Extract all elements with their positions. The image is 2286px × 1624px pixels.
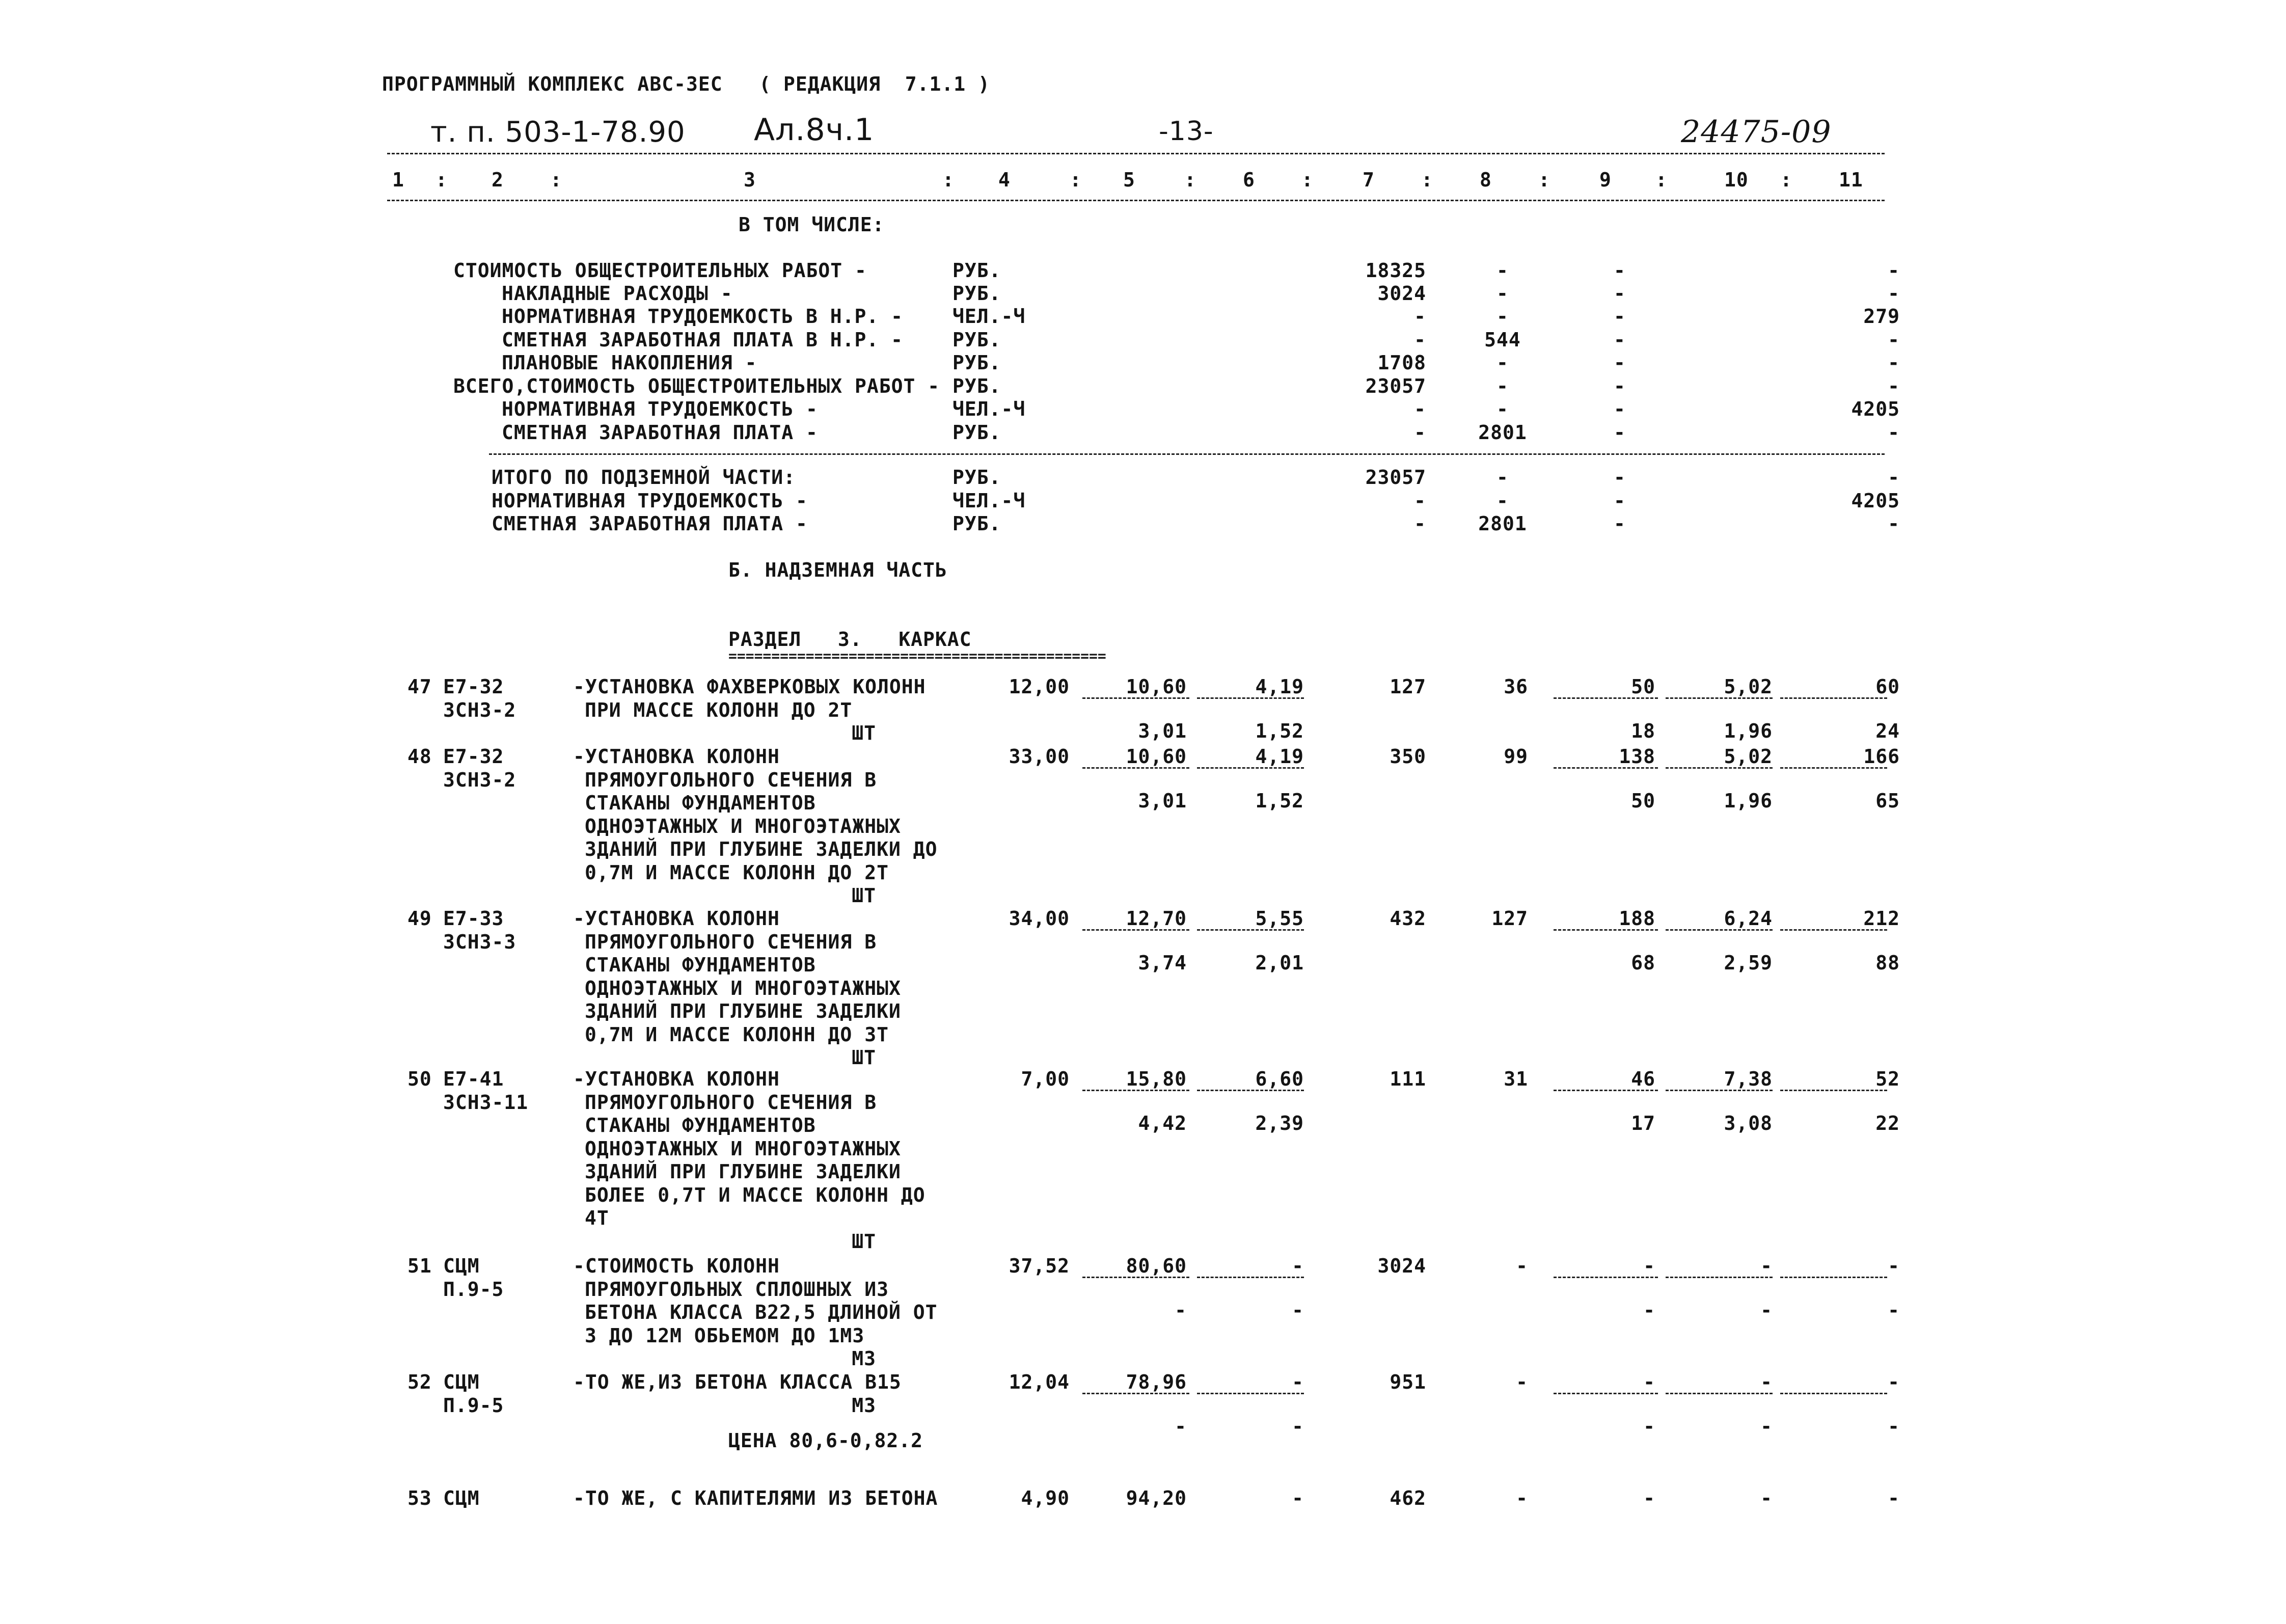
summary-row-col9: - [1614, 305, 1626, 328]
item-col11: - [1888, 1487, 1900, 1509]
item-col7: 350 [1390, 745, 1426, 768]
item-col5: 15,80 [1126, 1068, 1187, 1090]
item-sub-col6: - [1292, 1299, 1304, 1321]
item-description-line: -УСТАНОВКА ФАХВЕРКОВЫХ КОЛОНН [573, 675, 926, 698]
item-description-line: БОЛЕЕ 0,7Т И МАССЕ КОЛОНН ДО [585, 1183, 926, 1206]
item-description-line: ПРЯМОУГОЛЬНОГО СЕЧЕНИЯ В [585, 768, 877, 791]
total-row-unit: РУБ. [953, 466, 1001, 489]
document-code: 24475-09 [1681, 114, 1832, 150]
item-col8: - [1516, 1487, 1528, 1509]
item-description-line: ОДНОЭТАЖНЫХ И МНОГОЭТАЖНЫХ [585, 1137, 901, 1160]
column-number: 9 [1599, 169, 1612, 191]
column-number: 8 [1480, 169, 1492, 191]
item-sub-col6: 1,52 [1255, 790, 1304, 812]
item-separator [1197, 1277, 1304, 1278]
summary-row-col11: 4205 [1851, 398, 1900, 420]
item-sub-col11: - [1888, 1299, 1900, 1321]
summary-row-col11: - [1888, 375, 1900, 397]
total-row-label: СМЕТНАЯ ЗАРАБОТНАЯ ПЛАТА - [492, 512, 808, 535]
column-number: 7 [1363, 169, 1375, 191]
summary-row-col11: - [1888, 329, 1900, 351]
item-unit: ШТ [852, 1046, 876, 1069]
item-separator [1082, 1393, 1189, 1394]
item-description-line: ПРЯМОУГОЛЬНОГО СЕЧЕНИЯ В [585, 1091, 877, 1114]
item-number: 51 [407, 1255, 432, 1277]
item-col11: - [1888, 1371, 1900, 1393]
item-unit: ШТ [852, 1230, 876, 1253]
item-description-line: -УСТАНОВКА КОЛОНН [573, 1068, 780, 1090]
item-description-line: ПРЯМОУГОЛЬНОГО СЕЧЕНИЯ В [585, 930, 877, 953]
item-description-line: СТАКАНЫ ФУНДАМЕНТОВ [585, 792, 816, 814]
item-description-line: БЕТОНА КЛАССА В22,5 ДЛИНОЙ ОТ [585, 1301, 938, 1323]
item-number: 53 [407, 1487, 432, 1509]
project-number: т. п. 503-1-78.90 [430, 116, 686, 149]
item-col8: - [1516, 1371, 1528, 1393]
item-sub-col10: 3,08 [1724, 1112, 1773, 1134]
total-row-unit: ЧЕЛ.-Ч [953, 490, 1026, 512]
summary-row-label: ВСЕГО,СТОИМОСТЬ ОБЩЕСТРОИТЕЛЬНЫХ РАБОТ - [453, 375, 940, 397]
item-col9: 46 [1631, 1068, 1655, 1090]
section-heading: РАЗДЕЛ 3. КАРКАС [728, 628, 972, 651]
item-col10: - [1760, 1371, 1773, 1393]
item-sub-col6: 1,52 [1255, 720, 1304, 742]
item-col6: 6,60 [1255, 1068, 1304, 1090]
item-description-line: ЗДАНИЙ ПРИ ГЛУБИНЕ ЗАДЕЛКИ [585, 1160, 901, 1183]
summary-row-col9: - [1614, 398, 1626, 420]
summary-row-col11: - [1888, 259, 1900, 282]
item-col7: 127 [1390, 675, 1426, 698]
summary-row-unit: РУБ. [953, 259, 1001, 282]
summary-row-label: СМЕТНАЯ ЗАРАБОТНАЯ ПЛАТА В Н.Р. - [502, 329, 903, 351]
summary-row-unit: ЧЕЛ.-Ч [953, 398, 1026, 420]
summary-row-col7: - [1414, 329, 1426, 351]
column-separator: : [1655, 169, 1668, 191]
item-separator [1082, 697, 1189, 699]
column-number: 10 [1724, 169, 1749, 191]
item-sub-col6: 2,39 [1255, 1112, 1304, 1134]
item-col11: 60 [1875, 675, 1900, 698]
column-separator: : [942, 169, 955, 191]
item-quantity: 34,00 [1009, 907, 1070, 930]
column-separator: : [1421, 169, 1433, 191]
total-row-label: ИТОГО ПО ПОДЗЕМНОЙ ЧАСТИ: [492, 466, 796, 489]
column-number: 1 [392, 169, 404, 191]
item-col7: 951 [1390, 1371, 1426, 1393]
summary-row-col8: - [1496, 305, 1509, 328]
item-separator [1197, 697, 1304, 699]
item-code: СЦМ [443, 1371, 480, 1393]
summary-row-col7: - [1414, 305, 1426, 328]
item-separator [1554, 767, 1658, 769]
item-description-line: ЗДАНИЙ ПРИ ГЛУБИНЕ ЗАДЕЛКИ ДО [585, 838, 938, 860]
item-code: Е7-32 [443, 675, 504, 698]
item-unit: М3 [852, 1347, 876, 1370]
item-sub-col9: - [1643, 1299, 1655, 1321]
column-separator: : [1301, 169, 1314, 191]
header-rule-top [387, 153, 1885, 154]
summary-row-col9: - [1614, 351, 1626, 374]
item-col7: 111 [1390, 1068, 1426, 1090]
item-col8: 127 [1491, 907, 1528, 930]
item-separator [1082, 1277, 1189, 1278]
item-col9: - [1643, 1255, 1655, 1277]
summary-row-col9: - [1614, 375, 1626, 397]
item-separator [1666, 1277, 1773, 1278]
item-col5: 80,60 [1126, 1255, 1187, 1277]
item-code-secondary: ЗСН3-2 [443, 768, 516, 791]
item-description-line: -УСТАНОВКА КОЛОНН [573, 907, 780, 930]
item-sub-col9: 68 [1631, 952, 1655, 974]
item-separator [1554, 1277, 1658, 1278]
total-row-col9: - [1614, 466, 1626, 489]
item-col10: 6,24 [1724, 907, 1773, 930]
summary-row-unit: РУБ. [953, 421, 1001, 444]
item-code-secondary: П.9-5 [443, 1394, 504, 1417]
item-number: 49 [407, 907, 432, 930]
item-separator [1554, 1090, 1658, 1091]
item-code: Е7-41 [443, 1068, 504, 1090]
item-sub-col6: 2,01 [1255, 952, 1304, 974]
item-col8: 31 [1504, 1068, 1528, 1090]
summary-row-col9: - [1614, 282, 1626, 305]
column-number: 3 [744, 169, 756, 191]
item-description-line: 0,7М И МАССЕ КОЛОНН ДО 3Т [585, 1023, 889, 1046]
item-col6: - [1292, 1371, 1304, 1393]
item-sub-col10: - [1760, 1299, 1773, 1321]
item-description-line: СТАКАНЫ ФУНДАМЕНТОВ [585, 1114, 816, 1136]
item-sub-col11: 24 [1875, 720, 1900, 742]
item-sub-col10: - [1760, 1415, 1773, 1438]
item-sub-col5: 3,74 [1138, 952, 1187, 974]
item-separator [1666, 767, 1773, 769]
item-separator [1666, 1393, 1773, 1394]
item-col6: 4,19 [1255, 675, 1304, 698]
item-sub-col11: - [1888, 1415, 1900, 1438]
item-sub-col9: - [1643, 1415, 1655, 1438]
item-col5: 94,20 [1126, 1487, 1187, 1509]
summary-row-label: НАКЛАДНЫЕ РАСХОДЫ - [502, 282, 733, 305]
column-separator: : [1538, 169, 1550, 191]
item-sub-col10: 2,59 [1724, 952, 1773, 974]
item-code-secondary: П.9-5 [443, 1278, 504, 1301]
summary-row-label: ПЛАНОВЫЕ НАКОПЛЕНИЯ - [502, 351, 757, 374]
summary-row-col8: - [1496, 351, 1509, 374]
item-col5: 10,60 [1126, 675, 1187, 698]
item-sub-col5: - [1175, 1299, 1187, 1321]
item-quantity: 33,00 [1009, 745, 1070, 768]
item-col10: - [1760, 1255, 1773, 1277]
summary-row-label: СМЕТНАЯ ЗАРАБОТНАЯ ПЛАТА - [502, 421, 818, 444]
item-description-line: -ТО ЖЕ,ИЗ БЕТОНА КЛАССА В15 [573, 1371, 902, 1393]
item-number: 50 [407, 1068, 432, 1090]
item-sub-col9: 50 [1631, 790, 1655, 812]
summary-row-col9: - [1614, 259, 1626, 282]
summary-row-col8: 544 [1484, 329, 1521, 351]
item-col6: - [1292, 1487, 1304, 1509]
column-separator: : [436, 169, 448, 191]
summary-row-unit: РУБ. [953, 329, 1001, 351]
summary-row-col7: 18325 [1365, 259, 1426, 282]
item-description-line: СТАКАНЫ ФУНДАМЕНТОВ [585, 954, 816, 976]
total-row-col11: - [1888, 512, 1900, 535]
item-code-secondary: ЗСН3-11 [443, 1091, 529, 1114]
item-col11: 52 [1875, 1068, 1900, 1090]
item-col7: 3024 [1377, 1255, 1426, 1277]
item-separator [1666, 929, 1773, 931]
item-sub-col5: 4,42 [1138, 1112, 1187, 1134]
item-col9: 50 [1631, 675, 1655, 698]
item-col5: 78,96 [1126, 1371, 1187, 1393]
item-separator [1197, 1090, 1304, 1091]
column-separator: : [1070, 169, 1082, 191]
summary-row-col8: - [1496, 282, 1509, 305]
item-col6: - [1292, 1255, 1304, 1277]
column-number: 6 [1243, 169, 1255, 191]
item-separator [1666, 1090, 1773, 1091]
item-description-line: 3 ДО 12М ОБЬЕМОМ ДО 1М3 [585, 1324, 865, 1347]
total-row-col8: - [1496, 466, 1509, 489]
item-description-line: ОДНОЭТАЖНЫХ И МНОГОЭТАЖНЫХ [585, 815, 901, 837]
part-heading: Б. НАДЗЕМНАЯ ЧАСТЬ [728, 559, 947, 581]
item-sub-col10: 1,96 [1724, 720, 1773, 742]
item-sub-col11: 88 [1875, 952, 1900, 974]
item-description-line: ЗДАНИЙ ПРИ ГЛУБИНЕ ЗАДЕЛКИ [585, 1000, 901, 1022]
total-row-col7: - [1414, 512, 1426, 535]
total-row-col11: - [1888, 466, 1900, 489]
program-header: ПРОГРАММНЫЙ КОМПЛЕКС АВС-3ЕС ( РЕДАКЦИЯ 7.1.1 ) [382, 73, 990, 95]
summary-row-col11: - [1888, 351, 1900, 374]
item-quantity: 7,00 [1021, 1068, 1070, 1090]
item-sub-col5: - [1175, 1415, 1187, 1438]
item-col9: - [1643, 1371, 1655, 1393]
item-description-line: ОДНОЭТАЖНЫХ И МНОГОЭТАЖНЫХ [585, 977, 901, 999]
item-description-line: 0,7М И МАССЕ КОЛОНН ДО 2Т [585, 861, 889, 884]
item-description-line: ПРИ МАССЕ КОЛОНН ДО 2Т [585, 698, 853, 721]
item-code: СЦМ [443, 1487, 480, 1509]
item-col8: 36 [1504, 675, 1528, 698]
item-separator [1780, 1090, 1887, 1091]
item-unit: ШТ [852, 722, 876, 744]
item-col6: 4,19 [1255, 745, 1304, 768]
item-description-line: -ТО ЖЕ, С КАПИТЕЛЯМИ ИЗ БЕТОНА [573, 1487, 938, 1509]
item-separator [1780, 1393, 1887, 1394]
item-code: Е7-33 [443, 907, 504, 930]
summary-row-unit: РУБ. [953, 351, 1001, 374]
summary-row-col7: - [1414, 421, 1426, 444]
item-code: Е7-32 [443, 745, 504, 768]
summary-row-col11: - [1888, 282, 1900, 305]
item-col10: 5,02 [1724, 675, 1773, 698]
item-col6: 5,55 [1255, 907, 1304, 930]
header-rule-bottom [387, 200, 1885, 201]
summary-row-label: НОРМАТИВНАЯ ТРУДОЕМКОСТЬ - [502, 398, 818, 420]
total-row-col11: 4205 [1851, 490, 1900, 512]
summary-row-col9: - [1614, 329, 1626, 351]
item-sub-col11: 65 [1875, 790, 1900, 812]
item-col8: 99 [1504, 745, 1528, 768]
item-description-line: -УСТАНОВКА КОЛОНН [573, 745, 780, 768]
item-separator [1780, 1277, 1887, 1278]
item-separator [1082, 767, 1189, 769]
item-col11: - [1888, 1255, 1900, 1277]
summary-row-col7: - [1414, 398, 1426, 420]
column-number: 11 [1839, 169, 1863, 191]
item-quantity: 37,52 [1009, 1255, 1070, 1277]
summary-row-col7: 23057 [1365, 375, 1426, 397]
summary-row-label: НОРМАТИВНАЯ ТРУДОЕМКОСТЬ В Н.Р. - [502, 305, 903, 328]
item-quantity: 12,00 [1009, 675, 1070, 698]
summary-row-col8: - [1496, 375, 1509, 397]
summary-row-col7: 3024 [1377, 282, 1426, 305]
item-col7: 462 [1390, 1487, 1426, 1509]
summary-row-col11: 279 [1863, 305, 1900, 328]
section-underline: ============================================ [728, 647, 1106, 664]
total-row-col7: 23057 [1365, 466, 1426, 489]
column-number: 2 [492, 169, 504, 191]
item-quantity: 4,90 [1021, 1487, 1070, 1509]
summary-row-col11: - [1888, 421, 1900, 444]
item-sub-col5: 3,01 [1138, 790, 1187, 812]
item-code-secondary: ЗСН3-2 [443, 698, 516, 721]
item-unit: ШТ [852, 884, 876, 907]
item-number: 52 [407, 1371, 432, 1393]
item-code: СЦМ [443, 1255, 480, 1277]
item-description-line: 4Т [585, 1207, 609, 1229]
item-separator [1197, 929, 1304, 931]
item-col11: 212 [1863, 907, 1900, 930]
item-sub-col9: 17 [1631, 1112, 1655, 1134]
summary-row-col8: 2801 [1478, 421, 1527, 444]
summary-heading: В ТОМ ЧИСЛЕ: [739, 213, 885, 236]
column-separator: : [1184, 169, 1196, 191]
total-row-col8: - [1496, 490, 1509, 512]
item-col10: 5,02 [1724, 745, 1773, 768]
item-separator [1666, 697, 1773, 699]
item-description-line: ПРЯМОУГОЛЬНЫХ СПЛОШНЫХ ИЗ [585, 1278, 889, 1301]
page-number: -13- [1159, 116, 1214, 147]
item-unit: М3 [852, 1394, 876, 1417]
item-col8: - [1516, 1255, 1528, 1277]
item-quantity: 12,04 [1009, 1371, 1070, 1393]
column-separator: : [1780, 169, 1792, 191]
total-row-col9: - [1614, 512, 1626, 535]
item-separator [1780, 697, 1887, 699]
item-col7: 432 [1390, 907, 1426, 930]
item-separator [1197, 1393, 1304, 1394]
item-col10: 7,38 [1724, 1068, 1773, 1090]
item-col11: 166 [1863, 745, 1900, 768]
summary-rule [489, 453, 1885, 455]
summary-row-col8: - [1496, 259, 1509, 282]
total-row-col8: 2801 [1478, 512, 1527, 535]
item-separator [1780, 929, 1887, 931]
item-sub-col5: 3,01 [1138, 720, 1187, 742]
item-col9: - [1643, 1487, 1655, 1509]
column-number: 4 [998, 169, 1011, 191]
item-number: 48 [407, 745, 432, 768]
item-separator [1554, 929, 1658, 931]
item-sub-col6: - [1292, 1415, 1304, 1438]
total-row-col7: - [1414, 490, 1426, 512]
item-description-line: -СТОИМОСТЬ КОЛОНН [573, 1255, 780, 1277]
column-number: 5 [1123, 169, 1135, 191]
item-col5: 12,70 [1126, 907, 1187, 930]
column-separator: : [550, 169, 562, 191]
summary-row-col9: - [1614, 421, 1626, 444]
item-col5: 10,60 [1126, 745, 1187, 768]
summary-row-col8: - [1496, 398, 1509, 420]
summary-row-col7: 1708 [1377, 351, 1426, 374]
item-sub-col11: 22 [1875, 1112, 1900, 1134]
total-row-unit: РУБ. [953, 512, 1001, 535]
price-note: ЦЕНА 80,6-0,82.2 [728, 1429, 923, 1452]
item-col10: - [1760, 1487, 1773, 1509]
item-separator [1082, 1090, 1189, 1091]
total-row-col9: - [1614, 490, 1626, 512]
album-number: Ал.8ч.1 [754, 112, 875, 148]
item-number: 47 [407, 675, 432, 698]
item-sub-col9: 18 [1631, 720, 1655, 742]
item-code-secondary: ЗСН3-3 [443, 930, 516, 953]
item-separator [1780, 767, 1887, 769]
item-sub-col10: 1,96 [1724, 790, 1773, 812]
item-separator [1554, 697, 1658, 699]
total-row-label: НОРМАТИВНАЯ ТРУДОЕМКОСТЬ - [492, 490, 808, 512]
item-separator [1082, 929, 1189, 931]
item-col9: 188 [1619, 907, 1655, 930]
summary-row-unit: РУБ. [953, 282, 1001, 305]
item-col9: 138 [1619, 745, 1655, 768]
summary-row-label: СТОИМОСТЬ ОБЩЕСТРОИТЕЛЬНЫХ РАБОТ - [453, 259, 867, 282]
item-separator [1197, 767, 1304, 769]
summary-row-unit: ЧЕЛ.-Ч [953, 305, 1026, 328]
summary-row-unit: РУБ. [953, 375, 1001, 397]
item-separator [1554, 1393, 1658, 1394]
